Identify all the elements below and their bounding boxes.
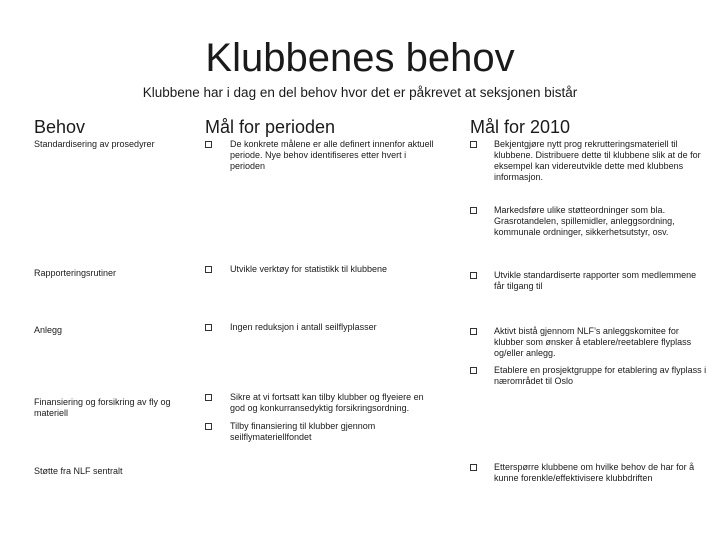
periode-item: Sikre at vi fortsatt kan tilby klubber og flyeiere en god og konkurransedyktig forsikringsordning. [230, 392, 424, 413]
column-header-2010: Mål for 2010 [470, 117, 571, 137]
bullet-icon [470, 367, 477, 374]
aar2010-item: Etterspørre klubbene om hvilke behov de har for å kunne forenkle/effektivisere klubbdriften [494, 462, 695, 483]
column-header-behov: Behov [34, 117, 86, 137]
bullet-icon [470, 464, 477, 471]
bullet-icon [470, 207, 477, 214]
row-label-standardisering: Standardisering av prosedyrer [34, 139, 155, 149]
periode-item: De konkrete målene er alle definert innenfor aktuell periode. Nye behov identifiseres etter hvert i perioden [230, 139, 434, 171]
row-label-finansiering: Finansiering og forsikring av fly og materiell [34, 397, 171, 418]
column-header-periode: Mål for perioden [205, 117, 336, 137]
bullet-icon [470, 272, 477, 279]
aar2010-item: Markedsføre ulike støtteordninger som bla. Grasrotandelen, spillemidler, anleggsordning, kommunale ordninger, sikkerhetsutstyr, osv. [494, 205, 675, 237]
row-label-stotte: Støtte fra NLF sentralt [34, 466, 123, 476]
aar2010-item: Etablere en prosjektgruppe for etablering av flyplass i nærområdet til Oslo [494, 365, 707, 386]
bullet-icon [205, 324, 212, 331]
periode-item: Tilby finansiering til klubber gjennom seilflymateriellfondet [230, 421, 376, 442]
aar2010-item: Aktivt bistå gjennom NLF’s anleggskomitee for klubber som ønsker å etablere/reetablere flyplass og/eller anlegg. [494, 326, 692, 358]
page-subtitle: Klubbene har i dag en del behov hvor det er påkrevet at seksjonen bistår [142, 85, 578, 100]
bullet-icon [205, 266, 212, 273]
row-label-rapportering: Rapporteringsrutiner [34, 268, 117, 278]
bullet-icon [205, 394, 212, 401]
page-title: Klubbenes behov [205, 36, 515, 80]
aar2010-item: Bekjentgjøre nytt prog rekrutteringsmateriell til klubbene. Distribuere dette til klubbene slik at de for eksempel kan videreutvikle dette med klubbens informasjon. [494, 139, 701, 182]
bullet-icon [470, 328, 477, 335]
row-label-anlegg: Anlegg [34, 325, 63, 335]
periode-item: Utvikle verktøy for statistikk til klubbene [230, 264, 388, 274]
bullet-icon [205, 423, 212, 430]
bullet-icon [470, 141, 477, 148]
bullet-icon [205, 141, 212, 148]
aar2010-item: Utvikle standardiserte rapporter som medlemmene får tilgang til [494, 270, 697, 291]
periode-item: Ingen reduksjon i antall seilflyplasser [230, 322, 377, 332]
